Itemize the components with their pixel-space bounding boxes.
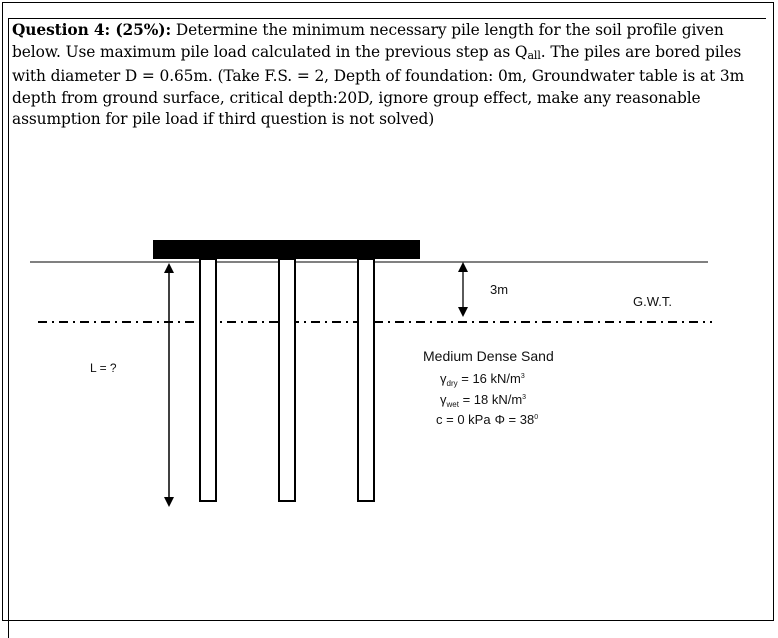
question-heading: Question 4: (25%):: [12, 21, 172, 39]
gwt-label: G.W.T.: [633, 294, 672, 309]
gamma-dry-symbol: γ: [440, 371, 447, 386]
question-body-2: . The piles are bored piles with diameter D = 0.65m. (Take F.S. = 2, Depth of foundation: 0m, Groundwater table is at 3m depth from ground surface, critical depth:20D, ignore group effect, make any reasonable assumption for pile load if third question is not solved): [12, 42, 745, 128]
pile-length-label: L = ?: [90, 361, 117, 375]
phi-value: = 38: [504, 412, 535, 427]
gamma-wet-unit-exponent: 3: [522, 394, 527, 401]
gamma-wet: [440, 392, 526, 409]
gwt-depth-label: 3m: [490, 282, 509, 297]
gamma-dry-subscript: dry: [446, 379, 458, 388]
gamma-wet-value: = 18 kN/m: [458, 392, 523, 407]
question-body-1: Determine the minimum necessary pile length for the soil profile given below. Use maximum pile load calculated in the previous step as Q: [12, 21, 724, 61]
cohesion-phi: [436, 412, 538, 427]
pile-1: [200, 259, 216, 501]
q-all-subscript: all: [527, 48, 541, 62]
cohesion-value: c = 0 kPa: [436, 412, 491, 427]
gamma-dry-unit-exponent: 3: [520, 373, 525, 380]
soil-name: Medium Dense Sand: [423, 348, 554, 364]
phi-degree: 0: [534, 414, 539, 421]
gamma-dry-value: = 16 kN/m: [457, 371, 521, 386]
gamma-wet-symbol: γ: [440, 392, 447, 407]
phi-symbol: Φ: [494, 412, 505, 427]
pile-2: [279, 259, 295, 501]
pile-cap: [153, 240, 420, 259]
gamma-wet-subscript: wet: [446, 400, 459, 409]
pile-3: [358, 259, 374, 501]
gamma-dry: [440, 371, 525, 388]
